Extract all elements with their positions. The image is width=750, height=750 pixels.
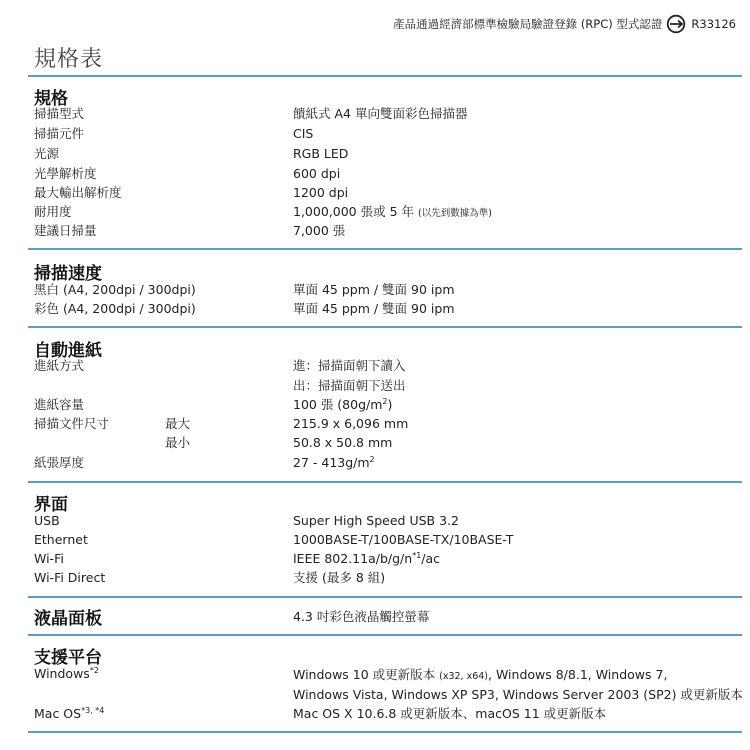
lcd-value: 4.3 吋彩色液晶觸控螢幕	[293, 609, 430, 624]
feed-in-value: 進：掃描面朝下讀入	[293, 358, 406, 373]
thickness-sup: 2	[369, 454, 375, 464]
speed-value-mono: 單面 45 ppm / 雙面 90 ipm	[293, 282, 455, 297]
doc-size-min-value: 50.8 x 50.8 mm	[293, 435, 393, 450]
spec-value: 1200 dpi	[293, 185, 349, 200]
wifi-text: IEEE 802.11a/b/g/n	[293, 551, 413, 566]
wifi-direct-label: Wi-Fi Direct	[34, 570, 106, 585]
usb-label: USB	[34, 513, 60, 528]
rpc-certification-icon	[666, 14, 686, 34]
capacity-value	[293, 397, 392, 413]
windows-line1-note: (x32, x64)	[439, 671, 489, 682]
mac-label-text: Mac OS	[34, 706, 82, 721]
ethernet-value: 1000BASE-T/100BASE-TX/10BASE-T	[293, 532, 514, 547]
spec-label: 耐用度	[34, 204, 72, 219]
spec-label: 光源	[34, 146, 60, 161]
mac-label	[34, 706, 104, 722]
durability-value: 1,000,000 張或 5 年	[293, 204, 414, 219]
certification-text: 產品通過經濟部標準檢驗局驗證登錄 (RPC) 型式認證	[393, 17, 663, 31]
doc-size-max-value: 215.9 x 6,096 mm	[293, 416, 409, 431]
thickness-label: 紙張厚度	[34, 455, 85, 470]
wifi-direct-value: 支援 (最多 8 組)	[293, 570, 386, 585]
title-divider	[28, 75, 742, 77]
spec-value: 7,000 張	[293, 223, 346, 238]
capacity-sup: 2	[382, 396, 388, 406]
spec-value: 饋紙式 A4 單向雙面彩色掃描器	[293, 106, 468, 121]
usb-value: Super High Speed USB 3.2	[293, 513, 459, 528]
wifi-tail: /ac	[421, 551, 441, 566]
windows-line1-b: , Windows 8/8.1, Windows 7,	[488, 667, 668, 682]
windows-label-text: Windows	[34, 666, 90, 681]
windows-value-line2: Windows Vista, Windows XP SP3, Windows Server 2003 (SP2) 或更新版本	[293, 687, 743, 702]
section-divider	[28, 326, 742, 328]
capacity-tail: )	[387, 397, 393, 412]
spec-label: 掃描型式	[34, 106, 85, 121]
section-divider	[28, 596, 742, 598]
section-title-adf: 自動進紙	[34, 341, 102, 361]
spec-value-durability	[293, 204, 492, 222]
wifi-label: Wi-Fi	[34, 551, 64, 566]
spec-value: CIS	[293, 126, 314, 141]
section-title-specs: 規格	[34, 89, 68, 109]
mac-value: Mac OS X 10.6.8 或更新版本、macOS 11 或更新版本	[293, 706, 607, 721]
feed-out-value: 出：掃描面朝下送出	[293, 378, 406, 393]
windows-line1-a: Windows 10 或更新版本	[293, 667, 436, 682]
windows-label	[34, 666, 99, 682]
section-divider	[28, 731, 742, 733]
section-title-speed: 掃描速度	[34, 264, 102, 284]
ethernet-label: Ethernet	[34, 532, 88, 547]
doc-size-label: 掃描文件尺寸	[34, 416, 110, 431]
section-divider	[28, 634, 742, 636]
spec-value: 600 dpi	[293, 166, 341, 181]
wifi-sup: *1	[412, 550, 422, 560]
certification-line	[393, 14, 736, 34]
section-title-platform: 支援平台	[34, 648, 102, 668]
speed-label-color: 彩色 (A4, 200dpi / 300dpi)	[34, 301, 196, 316]
section-divider	[28, 481, 742, 483]
durability-note: (以先到數據為準)	[417, 208, 492, 219]
mac-sup: *3, *4	[81, 705, 105, 715]
capacity-text: 100 張 (80g/m	[293, 397, 383, 412]
spec-value: RGB LED	[293, 146, 349, 161]
section-title-lcd: 液晶面板	[34, 609, 102, 629]
thickness-value	[293, 455, 375, 471]
page-title: 規格表	[34, 47, 104, 72]
doc-size-max-label: 最大	[165, 416, 191, 431]
windows-value-line1	[293, 667, 667, 685]
doc-size-min-label: 最小	[165, 435, 191, 450]
spec-label: 掃描元件	[34, 126, 85, 141]
speed-value-color: 單面 45 ppm / 雙面 90 ipm	[293, 301, 455, 316]
thickness-text: 27 - 413g/m	[293, 455, 370, 470]
spec-label: 建議日掃量	[34, 223, 97, 238]
certification-code: R33126	[691, 17, 736, 31]
section-title-interface: 界面	[34, 495, 68, 515]
speed-label-mono: 黑白 (A4, 200dpi / 300dpi)	[34, 282, 196, 297]
windows-sup: *2	[89, 665, 99, 675]
spec-label: 光學解析度	[34, 166, 97, 181]
wifi-value	[293, 551, 440, 567]
feed-method-label: 進紙方式	[34, 358, 85, 373]
capacity-label: 進紙容量	[34, 397, 85, 412]
spec-label: 最大輸出解析度	[34, 185, 122, 200]
section-divider	[28, 248, 742, 250]
